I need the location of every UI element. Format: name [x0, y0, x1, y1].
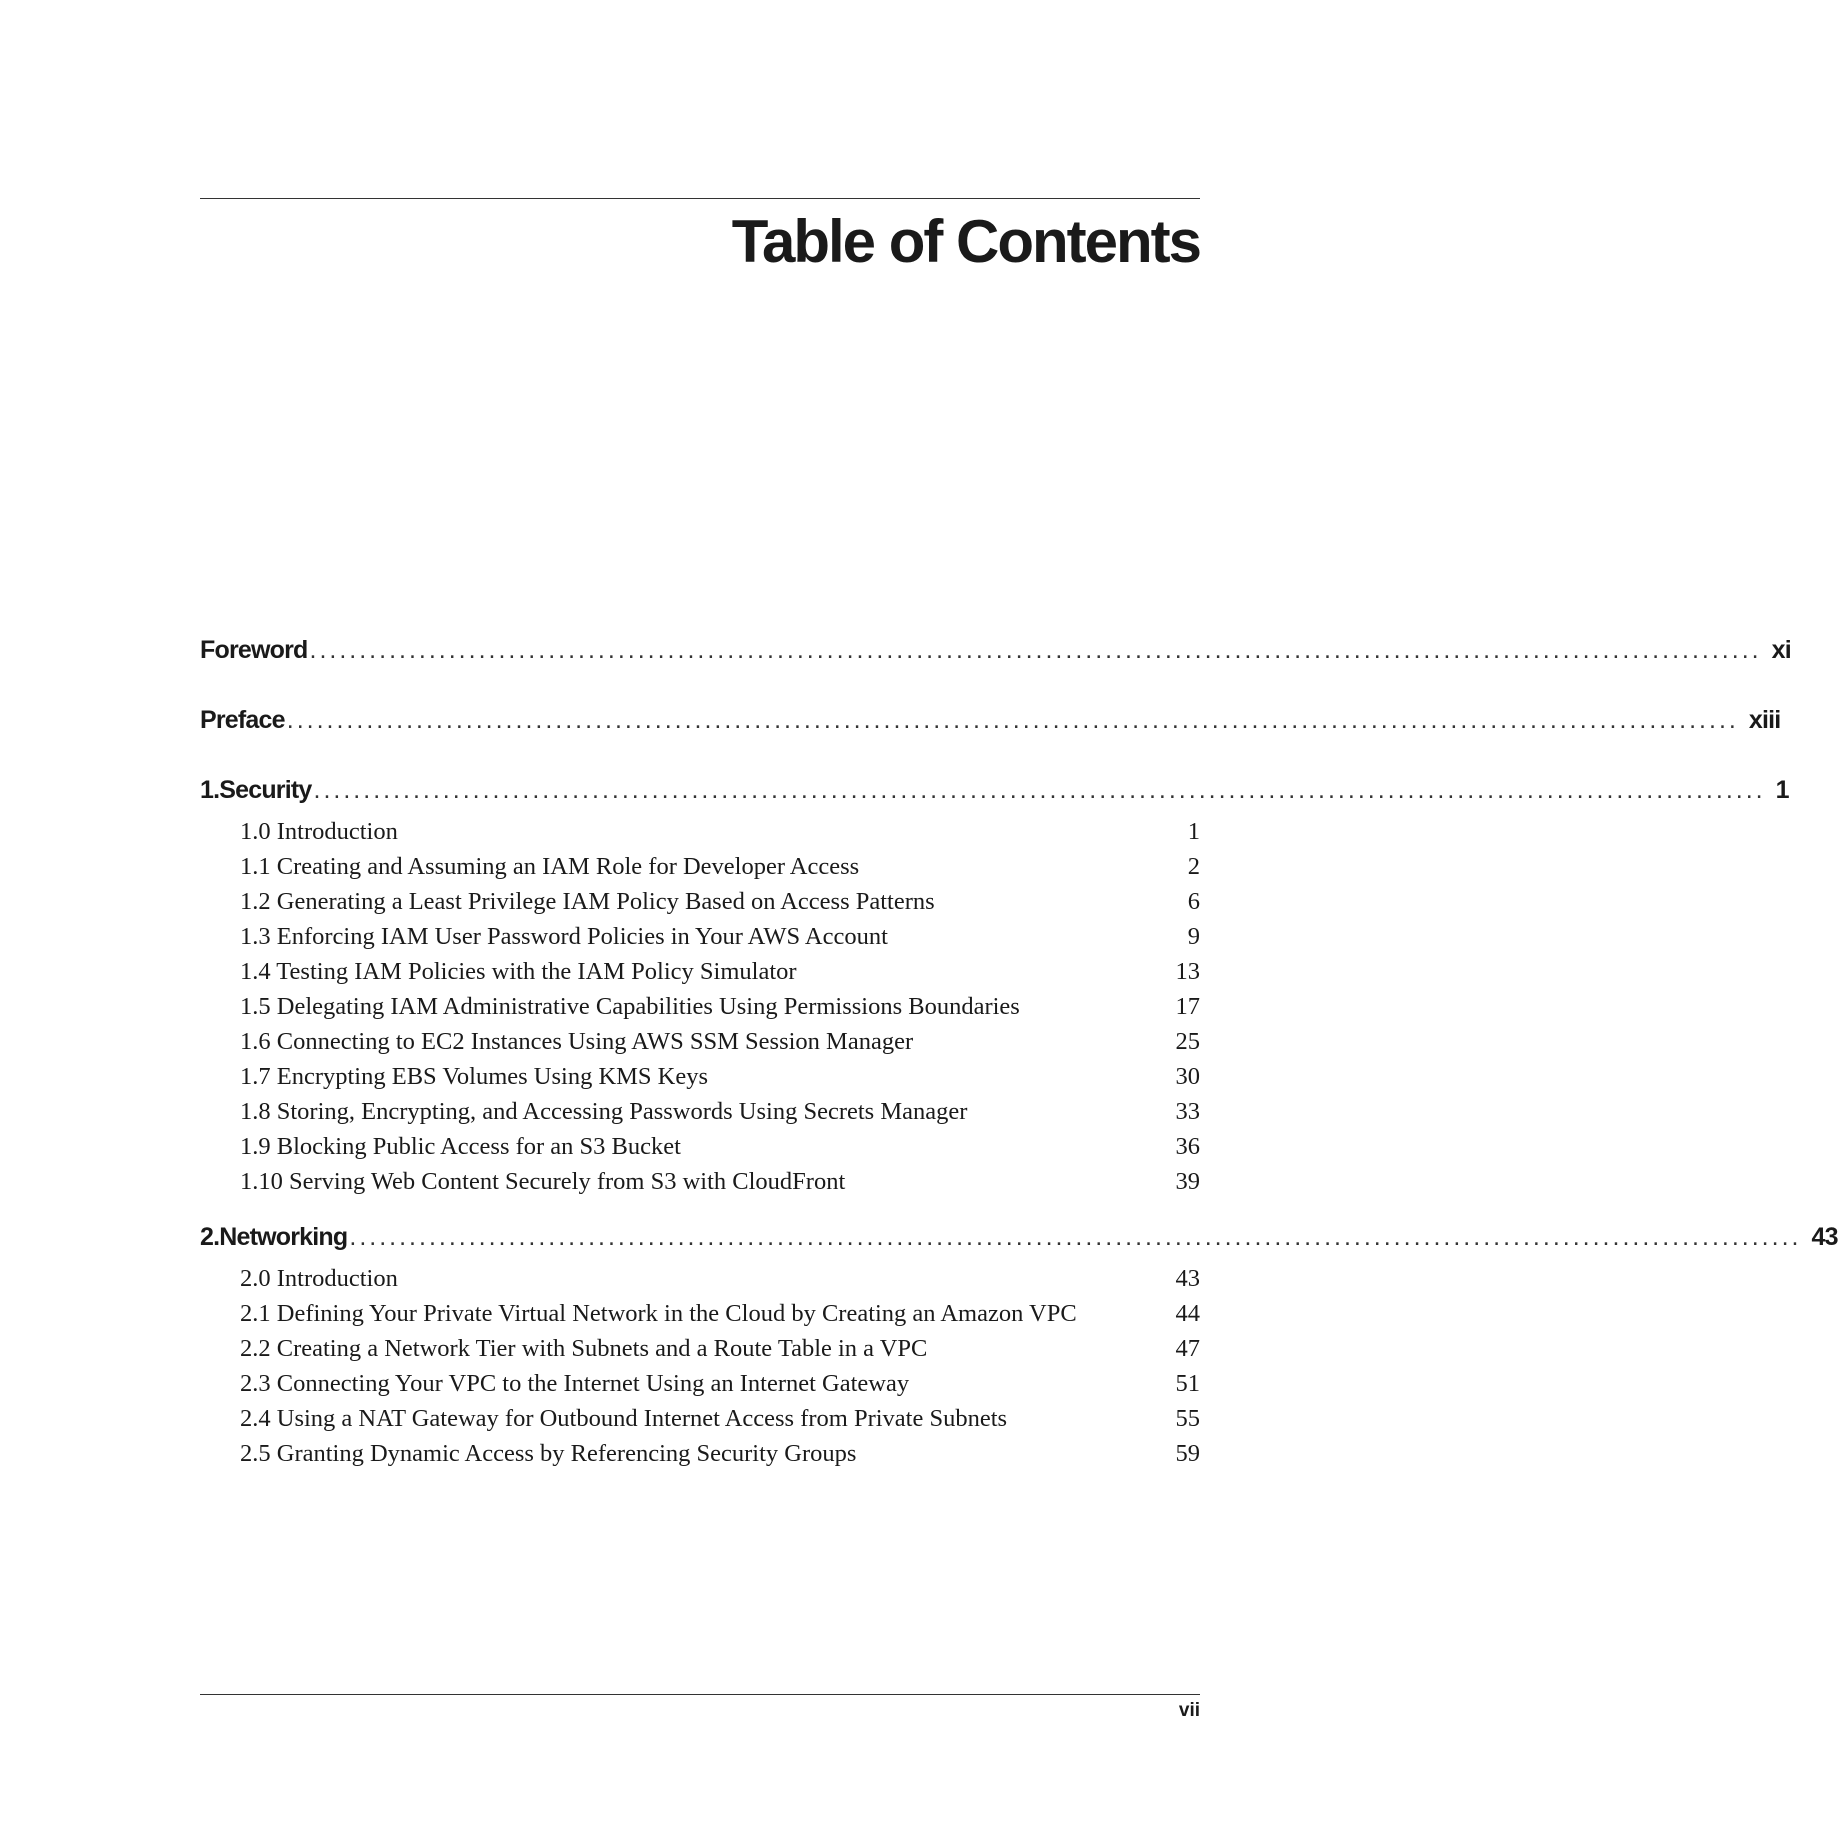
section-page-number: 13 — [1175, 958, 1200, 985]
section-page-number: 59 — [1175, 1440, 1200, 1467]
section-label: 1.6 Connecting to EC2 Instances Using AWS SSM Session Manager — [240, 1028, 914, 1055]
page-number: vii — [1178, 1700, 1200, 1721]
toc-section[interactable] — [200, 954, 1200, 989]
section-label: 2.2 Creating a Network Tier with Subnets and a Route Table in a VPC — [240, 1335, 928, 1362]
toc-chapter-security[interactable] — [200, 776, 1789, 814]
toc-section[interactable] — [200, 884, 1200, 919]
section-label: 1.5 Delegating IAM Administrative Capabilities Using Permissions Boundaries — [240, 993, 1020, 1020]
section-page-number: 47 — [1175, 1335, 1200, 1362]
section-page-number: 43 — [1175, 1265, 1200, 1292]
chapter-number: 1. — [200, 776, 220, 804]
section-page-number: 44 — [1175, 1300, 1200, 1327]
toc-section[interactable] — [200, 1331, 1200, 1366]
toc-entry-label: Foreword — [200, 636, 308, 664]
dot-leader: .................................................................................................................................................. — [309, 636, 1762, 664]
toc-entry-foreword[interactable] — [200, 636, 1791, 680]
section-page-number: 51 — [1175, 1370, 1200, 1397]
chapter-title: Networking — [219, 1223, 348, 1251]
toc-section[interactable] — [200, 1366, 1200, 1401]
toc-section[interactable] — [200, 1401, 1200, 1436]
toc-page-number: 1 — [1775, 776, 1789, 804]
toc-section[interactable] — [200, 1059, 1200, 1094]
section-label: 2.0 Introduction — [240, 1265, 398, 1292]
toc-page-number: xiii — [1748, 706, 1781, 734]
toc-entry-label: Preface — [200, 706, 285, 734]
section-label: 2.5 Granting Dynamic Access by Referencing Security Groups — [240, 1440, 857, 1467]
toc-section[interactable] — [200, 1094, 1200, 1129]
chapter-number: 2. — [200, 1223, 220, 1251]
section-label: 1.2 Generating a Least Privilege IAM Policy Based on Access Patterns — [240, 888, 935, 915]
toc-section[interactable] — [200, 919, 1200, 954]
chapter-title: Security — [219, 776, 312, 804]
section-page-number: 2 — [1187, 853, 1200, 880]
section-page-number: 33 — [1175, 1098, 1200, 1125]
section-label: 2.3 Connecting Your VPC to the Internet Using an Internet Gateway — [240, 1370, 910, 1397]
toc-page-number: 43 — [1811, 1223, 1838, 1251]
toc-section[interactable] — [200, 1129, 1200, 1164]
section-page-number: 36 — [1175, 1133, 1200, 1160]
section-label: 1.3 Enforcing IAM User Password Policies in Your AWS Account — [240, 923, 888, 950]
toc-entry-preface[interactable] — [200, 706, 1781, 750]
section-label: 2.1 Defining Your Private Virtual Network in the Cloud by Creating an Amazon VPC — [240, 1300, 1077, 1327]
toc-chapter-networking[interactable] — [200, 1223, 1838, 1261]
section-label: 1.10 Serving Web Content Securely from S3 with CloudFront — [240, 1168, 846, 1195]
dot-leader: .................................................................................................................................................. — [286, 706, 1739, 734]
section-page-number: 9 — [1187, 923, 1200, 950]
section-page-number: 17 — [1175, 993, 1200, 1020]
toc-section[interactable] — [200, 1164, 1200, 1199]
section-label: 1.7 Encrypting EBS Volumes Using KMS Keys — [240, 1063, 709, 1090]
toc-section[interactable] — [200, 849, 1200, 884]
section-label: 1.0 Introduction — [240, 818, 398, 845]
section-page-number: 30 — [1175, 1063, 1200, 1090]
header-rule — [200, 198, 1200, 199]
toc-page-number: xi — [1771, 636, 1791, 664]
toc-section[interactable] — [200, 1436, 1200, 1471]
section-page-number: 39 — [1175, 1168, 1200, 1195]
section-page-number: 6 — [1187, 888, 1200, 915]
section-page-number: 25 — [1175, 1028, 1200, 1055]
section-label: 1.4 Testing IAM Policies with the IAM Policy Simulator — [240, 958, 797, 985]
section-label: 2.4 Using a NAT Gateway for Outbound Internet Access from Private Subnets — [240, 1405, 1008, 1432]
page-title: Table of Contents — [731, 208, 1200, 275]
toc-section[interactable] — [200, 814, 1200, 849]
footer-rule — [200, 1694, 1200, 1695]
section-page-number: 1 — [1187, 818, 1200, 845]
toc-section[interactable] — [200, 1296, 1200, 1331]
dot-leader: .................................................................................................................................................. — [349, 1223, 1802, 1251]
toc-section[interactable] — [200, 1024, 1200, 1059]
book-page — [200, 0, 1838, 1838]
section-label: 1.8 Storing, Encrypting, and Accessing Passwords Using Secrets Manager — [240, 1098, 968, 1125]
table-of-contents — [200, 636, 1838, 1471]
toc-section[interactable] — [200, 989, 1200, 1024]
toc-section[interactable] — [200, 1261, 1200, 1296]
dot-leader: .................................................................................................................................................. — [313, 776, 1766, 804]
section-label: 1.1 Creating and Assuming an IAM Role for Developer Access — [240, 853, 860, 880]
section-page-number: 55 — [1175, 1405, 1200, 1432]
section-label: 1.9 Blocking Public Access for an S3 Bucket — [240, 1133, 681, 1160]
